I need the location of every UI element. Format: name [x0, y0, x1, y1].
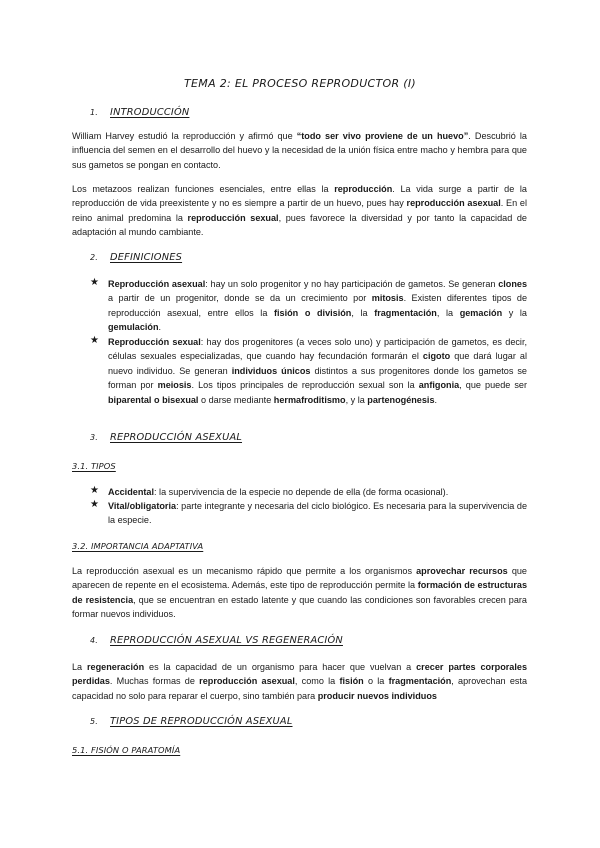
text-run: . En el reino animal predomina la	[72, 198, 528, 223]
text-run: La	[72, 662, 88, 672]
text-run: . Los tipos principales de reproducción sexual son la	[191, 380, 419, 391]
bold-run: reproducción asexual	[406, 198, 501, 209]
section-title: REPRODUCCIÓN ASEXUAL VS REGENERACIÓN	[110, 635, 343, 646]
paragraph-importancia-adaptativa	[72, 564, 527, 622]
text-run: . Descubrió la influencia del semen en el desarrollo del huevo y la necesidad de la unión física entre macho y hembra para que sus gametos se pongan en contacto.	[72, 131, 527, 170]
bold-run: fragmentación	[388, 676, 452, 687]
bold-run: hermafroditismo	[273, 394, 346, 405]
subsection-heading-3-1: 3.1. TIPOS	[72, 461, 116, 471]
bold-run: Reproducción sexual	[108, 337, 201, 347]
section-number: 1.	[90, 108, 99, 117]
text-run: La reproducción asexual es un mecanismo rápido que permite a los organismos	[72, 566, 417, 576]
paragraph-intro-2	[72, 182, 527, 240]
bold-run: anfigonia	[418, 380, 460, 391]
subsection-heading-3-2: 3.2. IMPORTANCIA ADAPTATIVA	[72, 541, 204, 551]
text-run: .	[434, 394, 438, 405]
text-run: . Existen diferentes tipos de reproducción asexual, entre ellos la	[108, 293, 528, 318]
section-number: 2.	[90, 253, 99, 262]
text-run: , pues favorece la diversidad y por tanto la capacidad de adaptación al mundo cambiante.	[72, 212, 527, 238]
bold-run: mitosis	[371, 293, 404, 304]
text-run: Los metazoos realizan funciones esenciales, entre ellas la	[72, 184, 335, 194]
bold-run: formación de estructuras de resistencia	[72, 580, 528, 605]
bold-run: reproducción	[334, 184, 393, 194]
text-run: que aparecen de repente en el ecosistema. Además, este tipo de reproducción permite la	[72, 566, 527, 591]
text-run: : hay un solo progenitor y no hay participación de gametos. Se generan	[205, 279, 499, 289]
text-run: , y la	[345, 394, 368, 405]
bold-run: regeneración	[87, 662, 145, 672]
bold-run: “todo ser vivo proviene de un huevo”	[296, 131, 469, 141]
section-number: 5.	[90, 717, 99, 726]
star-bullet-icon: ★	[90, 485, 99, 496]
section-title: INTRODUCCIÓN	[110, 107, 190, 118]
bold-run: clones	[498, 279, 527, 289]
bold-run: meiosis	[157, 380, 192, 391]
bold-run: Accidental	[108, 487, 154, 497]
bold-run: gemación	[459, 307, 503, 318]
text-run: , la	[351, 307, 375, 318]
text-run: y la	[502, 307, 527, 318]
bold-run: producir nuevos individuos	[317, 690, 437, 701]
section-title: DEFINICIONES	[110, 252, 183, 263]
star-bullet-icon: ★	[90, 335, 99, 346]
bold-run: fragmentación	[374, 307, 437, 318]
section-heading-2	[90, 252, 182, 263]
paragraph-intro-1	[72, 129, 527, 172]
bold-run: cigoto	[422, 351, 451, 362]
section-heading-3	[90, 432, 242, 443]
bold-run: reproducción asexual	[199, 676, 295, 687]
text-run: que dará lugar al nuevo individuo. Se generan	[108, 351, 527, 376]
bold-run: crecer partes corporales perdidas	[72, 662, 527, 687]
bold-run: biparental o bisexual	[108, 394, 199, 405]
section-heading-5	[90, 716, 293, 727]
list-item-reproduccion-asexual	[90, 277, 528, 335]
text-run: o la	[363, 676, 389, 687]
list-item-accidental	[90, 485, 527, 499]
section-heading-1	[90, 107, 189, 118]
text-run: , aprovechan esta capacidad no solo para reparar el cuerpo, sino también para	[72, 676, 528, 701]
list-item-reproduccion-sexual	[90, 335, 528, 407]
document-title: TEMA 2: EL PROCESO REPRODUCTOR (I)	[184, 77, 416, 90]
paragraph-regeneracion	[72, 660, 527, 703]
text-run: William Harvey estudió la reproducción y afirmó que	[72, 131, 297, 141]
section-heading-4	[90, 635, 343, 646]
text-run: : hay dos progenitores (a veces solo uno) y participación de gametos, es decir, células sexuales especializadas, que cuando hay fecundación formarán el	[108, 337, 527, 362]
list-item-vital-obligatoria	[90, 499, 527, 528]
bold-run: partenogénesis	[367, 394, 435, 405]
bold-run: fisión o división	[273, 307, 352, 318]
bold-run: aprovechar recursos	[416, 566, 508, 576]
text-run: . Muchas formas de	[109, 676, 200, 687]
star-bullet-icon: ★	[90, 499, 99, 510]
text-run: , que se encuentran en estado latente y que cuando las condiciones son favorables crecen para formar nuevos individuos.	[72, 594, 527, 620]
subsection-heading-5-1: 5.1. FISIÓN O PARATOMÍA	[72, 745, 181, 755]
bold-run: gemulación	[108, 322, 159, 333]
section-number: 3.	[90, 433, 99, 442]
text-run: , como la	[294, 676, 340, 687]
text-run: .	[158, 322, 162, 333]
text-run: : parte integrante y necesaria del ciclo biológico. Es necesaria para la supervivencia de la especie.	[108, 501, 527, 526]
section-number: 4.	[90, 636, 99, 645]
section-title: REPRODUCCIÓN ASEXUAL	[110, 432, 243, 443]
text-run: . La vida surge a partir de la reproducción de vida preexistente y no es siempre a partir de un huevo, pues hay	[72, 184, 527, 209]
text-run: : la supervivencia de la especie no depende de ella (de forma ocasional).	[154, 487, 449, 497]
bold-run: reproducción sexual	[187, 212, 279, 223]
bold-run: Vital/obligatoria	[108, 501, 177, 511]
bold-run: fisión	[339, 676, 364, 687]
text-run: distintos a sus progenitores donde los gametos se forman por	[108, 365, 527, 391]
bold-run: Reproducción asexual	[108, 279, 206, 289]
bold-run: individuos únicos	[231, 365, 311, 376]
text-run: a partir de un progenitor, donde se da un crecimiento por	[108, 293, 372, 304]
star-bullet-icon: ★	[90, 277, 99, 288]
text-run: o darse mediante	[198, 394, 274, 405]
text-run: es la capacidad de un organismo para hacer que vuelvan a	[144, 662, 417, 672]
section-title: TIPOS DE REPRODUCCIÓN ASEXUAL	[110, 716, 293, 727]
text-run: , que puede ser	[459, 380, 528, 391]
text-run: , la	[436, 307, 460, 318]
